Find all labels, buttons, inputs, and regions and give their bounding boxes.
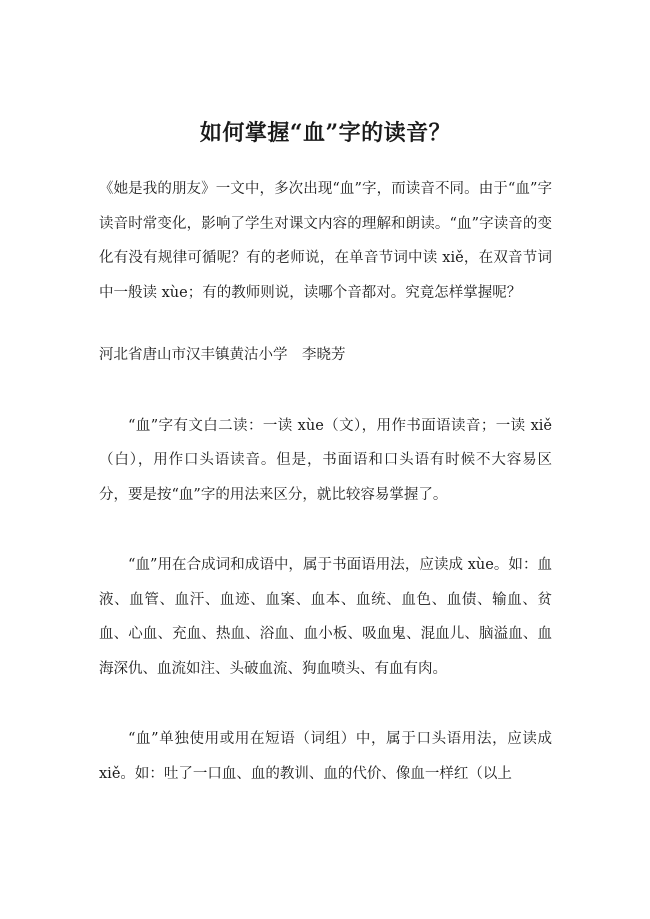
intro-paragraph: 《她是我的朋友》一文中，多次出现“血”字，而读音不同。由于“血”字读音时常变化，影响了学生对课文内容的理解和朗读。“血”字读音的变化有没有规律可循呢？有的老师说，在单音节词中读 xiě，在双音节词中一般读 xùe；有的教师则说，读哪个音都对。究竟怎样掌握呢？: [99, 181, 552, 301]
author-line: 河北省唐山市汉丰镇黄沽小学 李晓芳: [99, 347, 346, 363]
body-paragraph: “血”用在合成词和成语中，属于书面语用法，应读成 xùe。如：血液、血管、血汗、血迹、血案、血本、血统、血色、血债、输血、贫血、心血、充血、热血、浴血、血小板、吸血鬼、混血儿、脑溢血、血海深仇、血流如注、头破血流、狗血喷头、有血有肉。: [99, 557, 552, 677]
body-paragraph: “血”字有文白二读：一读 xùe（文），用作书面语读音；一读 xiě（白），用作口头语读音。但是，书面语和口头语有时候不大容易区分，要是按“血”字的用法来区分，就比较容易掌握了。: [99, 417, 552, 503]
document-title: 如何掌握“血”字的读音？: [199, 120, 452, 146]
body-paragraph: “血”单独使用或用在短语（词组）中，属于口头语用法，应读成 xiě。如：吐了一口血、血的教训、血的代价、像血一样红（以上: [99, 731, 552, 782]
